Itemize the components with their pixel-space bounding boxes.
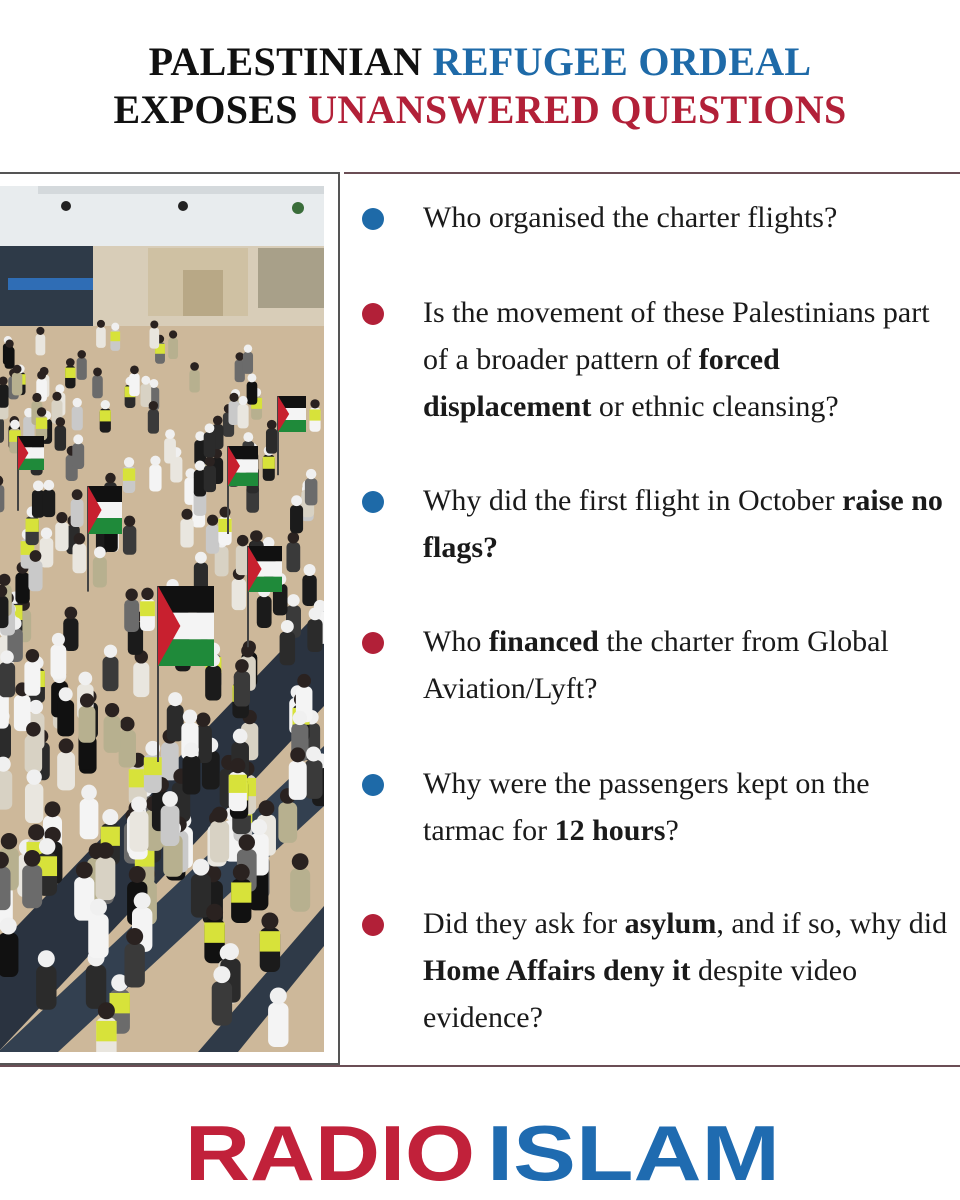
question-segment: Who organised the charter flights?	[423, 201, 838, 234]
radio-islam-logo-icon	[185, 1112, 780, 1188]
question-segment: , and if so, why did	[716, 907, 948, 940]
airport-crowd-photo	[0, 186, 324, 1052]
question-segment: despite video evidence?	[423, 954, 858, 1034]
bullet-dot-icon	[362, 914, 384, 936]
question-segment: Why were the passengers kept on the tarmac for	[423, 767, 870, 847]
question-text	[423, 618, 948, 712]
headline-line-1	[0, 38, 960, 86]
question-text	[423, 194, 948, 241]
airport-crowd-with-flags-photo	[0, 186, 324, 1052]
headline-word-palestinian: PALESTINIAN	[148, 39, 423, 84]
question-segment: Why did the first flight in October	[423, 484, 843, 517]
panel-bottom-rule	[0, 1065, 960, 1067]
question-emphasis: forced displacement	[423, 343, 780, 423]
question-emphasis: financed	[488, 625, 599, 658]
question-emphasis: asylum	[624, 907, 717, 940]
question-emphasis: raise no flags?	[423, 484, 943, 564]
radio-islam-logo	[185, 1112, 780, 1188]
bullet-dot-icon	[362, 774, 384, 796]
question-text	[423, 760, 948, 854]
bullet-dot-icon	[362, 491, 384, 513]
headline-unanswered-questions: UNANSWERED QUESTIONS	[308, 87, 847, 132]
bullet-dot-icon	[362, 208, 384, 230]
bullet-dot-icon	[362, 303, 384, 325]
question-emphasis: 12 hours	[554, 814, 666, 847]
question-segment: Who	[423, 625, 489, 658]
question-text	[423, 289, 948, 430]
question-segment: ?	[665, 814, 679, 847]
panel-top-rule	[344, 172, 960, 174]
question-segment: or ethnic cleansing?	[591, 390, 839, 423]
question-text	[423, 900, 948, 1041]
headline-line-2	[0, 86, 960, 134]
photo-frame	[0, 172, 340, 1065]
headline-word-exposes: EXPOSES	[113, 87, 298, 132]
question-segment: Did they ask for	[423, 907, 625, 940]
bullet-dot-icon	[362, 632, 384, 654]
question-segment: Is the movement of these Palestinians part of a broader pattern of	[423, 296, 930, 376]
question-segment: the charter from Global Aviation/Lyft?	[423, 625, 889, 705]
question-text	[423, 477, 948, 571]
logo-radio-text: RADIO	[185, 1112, 475, 1188]
logo-islam-text: ISLAM	[487, 1112, 780, 1188]
question-emphasis: Home Affairs deny it	[423, 954, 691, 987]
headline-refugee-ordeal: REFUGEE ORDEAL	[432, 39, 812, 84]
headline	[0, 38, 960, 134]
